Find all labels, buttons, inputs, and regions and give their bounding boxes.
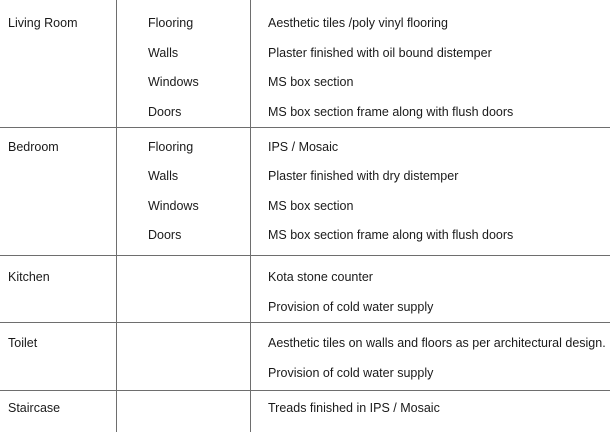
room-name: Bedroom <box>8 140 59 154</box>
specification-text: Provision of cold water supply <box>268 366 434 380</box>
item-name: Doors <box>148 105 182 119</box>
room-name: Living Room <box>8 16 78 30</box>
column-divider <box>116 391 117 432</box>
specification-text: Aesthetic tiles on walls and floors as per architectural design. <box>268 336 606 350</box>
table-row-living-room <box>0 0 610 128</box>
column-divider <box>116 0 117 127</box>
column-divider <box>250 323 251 390</box>
specification-text: Kota stone counter <box>268 270 373 284</box>
item-name: Windows <box>148 199 199 213</box>
column-divider <box>116 256 117 322</box>
column-divider <box>250 256 251 322</box>
column-divider <box>250 391 251 432</box>
table-row-bedroom <box>0 128 610 256</box>
room-name: Toilet <box>8 336 38 350</box>
item-name: Walls <box>148 169 179 183</box>
specification-text: Plaster finished with dry distemper <box>268 169 459 183</box>
item-name: Walls <box>148 46 179 60</box>
specification-text: MS box section <box>268 75 354 89</box>
room-name: Kitchen <box>8 270 50 284</box>
specification-text: IPS / Mosaic <box>268 140 339 154</box>
specification-text: Plaster finished with oil bound distemper <box>268 46 492 60</box>
room-name: Staircase <box>8 401 61 415</box>
table-row-kitchen <box>0 256 610 323</box>
table-row-toilet <box>0 323 610 391</box>
item-name: Flooring <box>148 140 194 154</box>
specification-text: MS box section <box>268 199 354 213</box>
item-name: Windows <box>148 75 199 89</box>
item-name: Flooring <box>148 16 194 30</box>
column-divider <box>250 128 251 255</box>
table-row-staircase <box>0 391 610 432</box>
specification-text: Treads finished in IPS / Mosaic <box>268 401 440 415</box>
item-name: Doors <box>148 228 182 242</box>
column-divider <box>116 323 117 390</box>
specification-text: MS box section frame along with flush doors <box>268 228 514 242</box>
specification-text: Provision of cold water supply <box>268 300 434 314</box>
specification-text: MS box section frame along with flush doors <box>268 105 514 119</box>
column-divider <box>116 128 117 255</box>
specification-text: Aesthetic tiles /poly vinyl flooring <box>268 16 448 30</box>
column-divider <box>250 0 251 127</box>
